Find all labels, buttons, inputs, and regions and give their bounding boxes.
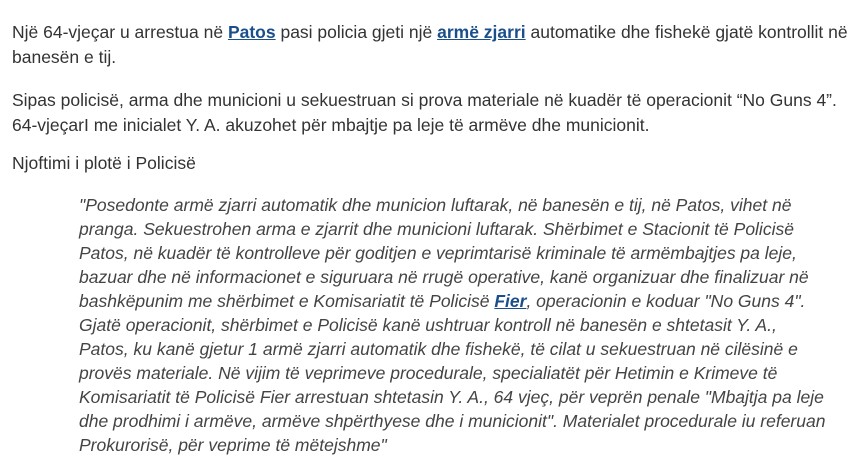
arme-zjarri-link[interactable]: armë zjarri bbox=[437, 22, 526, 42]
full-notice-heading: Njoftimi i plotë i Policisë bbox=[12, 153, 196, 173]
quote-line: Gjatë operacionit, shërbimet e Policisë kanë ushtruar kontroll në banesën e shtetasit Y. A., bbox=[79, 315, 777, 335]
quote-line: provës materiale. Në vijim të veprimeve procedurale, specialiatët për Hetimin e Krimeve të bbox=[79, 363, 778, 383]
quote-text: , operacionin e koduar "No Guns 4". bbox=[526, 291, 806, 311]
quote-line: pranga. Sekuestrohen arma e zjarrit dhe municioni luftarak. Shërbimet e Stacionit të Policisë bbox=[79, 219, 794, 239]
quote-line: Patos, ku kanë gjetur 1 armë zjarri automatik dhe fishekë, të cilat u sekuestruan në cilësinë e bbox=[79, 339, 798, 359]
quote-text: bashkëpunim me shërbimet e Komisariatit të Policisë bbox=[79, 291, 495, 311]
quote-line bbox=[79, 289, 806, 313]
intro-text-end: automatike dhe fishekë gjatë kontrollit në bbox=[525, 22, 848, 42]
intro-paragraph bbox=[12, 20, 848, 70]
statement-line-2: 64-vjeçarI me inicialet Y. A. akuzohet për mbajtje pa leje të armëve dhe municionit. bbox=[12, 115, 650, 135]
quote-line: Prokurorisë, për veprime të mëtejshme" bbox=[79, 435, 387, 455]
intro-line-2: banesën e tij. bbox=[12, 47, 117, 67]
quote-line: dhe prodhimi i armëve, armëve shpërthyese dhe i municionit". Materialet procedurale iu referuan bbox=[79, 411, 826, 431]
patos-link[interactable]: Patos bbox=[227, 22, 276, 42]
intro-text-start: Një 64-vjeçar u arrestua në bbox=[12, 22, 228, 42]
quote-line: Komisariatit të Policisë Fier arrestuan shtetasin Y. A., 64 vjeç, për veprën penale "Mbajtja pa leje bbox=[79, 387, 824, 407]
police-statement-paragraph bbox=[12, 88, 837, 138]
intro-line-1 bbox=[12, 20, 848, 45]
fier-link[interactable]: Fier bbox=[494, 291, 527, 311]
statement-line-1: Sipas policisë, arma dhe municioni u sekuestruan si prova materiale në kuadër të operacionit “No Guns 4”. bbox=[12, 90, 837, 110]
quote-line: "Posedonte armë zjarri automatik dhe municion luftarak, në banesën e tij, në Patos, vihet në bbox=[79, 195, 792, 215]
intro-text-middle: pasi policia gjeti një bbox=[275, 22, 438, 42]
quote-line: bazuar dhe në informacionet e siguruara në rrugë operative, kanë organizuar dhe finalizuar në bbox=[79, 267, 809, 287]
quote-line: Patos, në kuadër të kontrolleve për goditjen e veprimtarisë kriminale të armëmbajtjes pa leje, bbox=[79, 243, 797, 263]
police-quote bbox=[79, 193, 826, 457]
